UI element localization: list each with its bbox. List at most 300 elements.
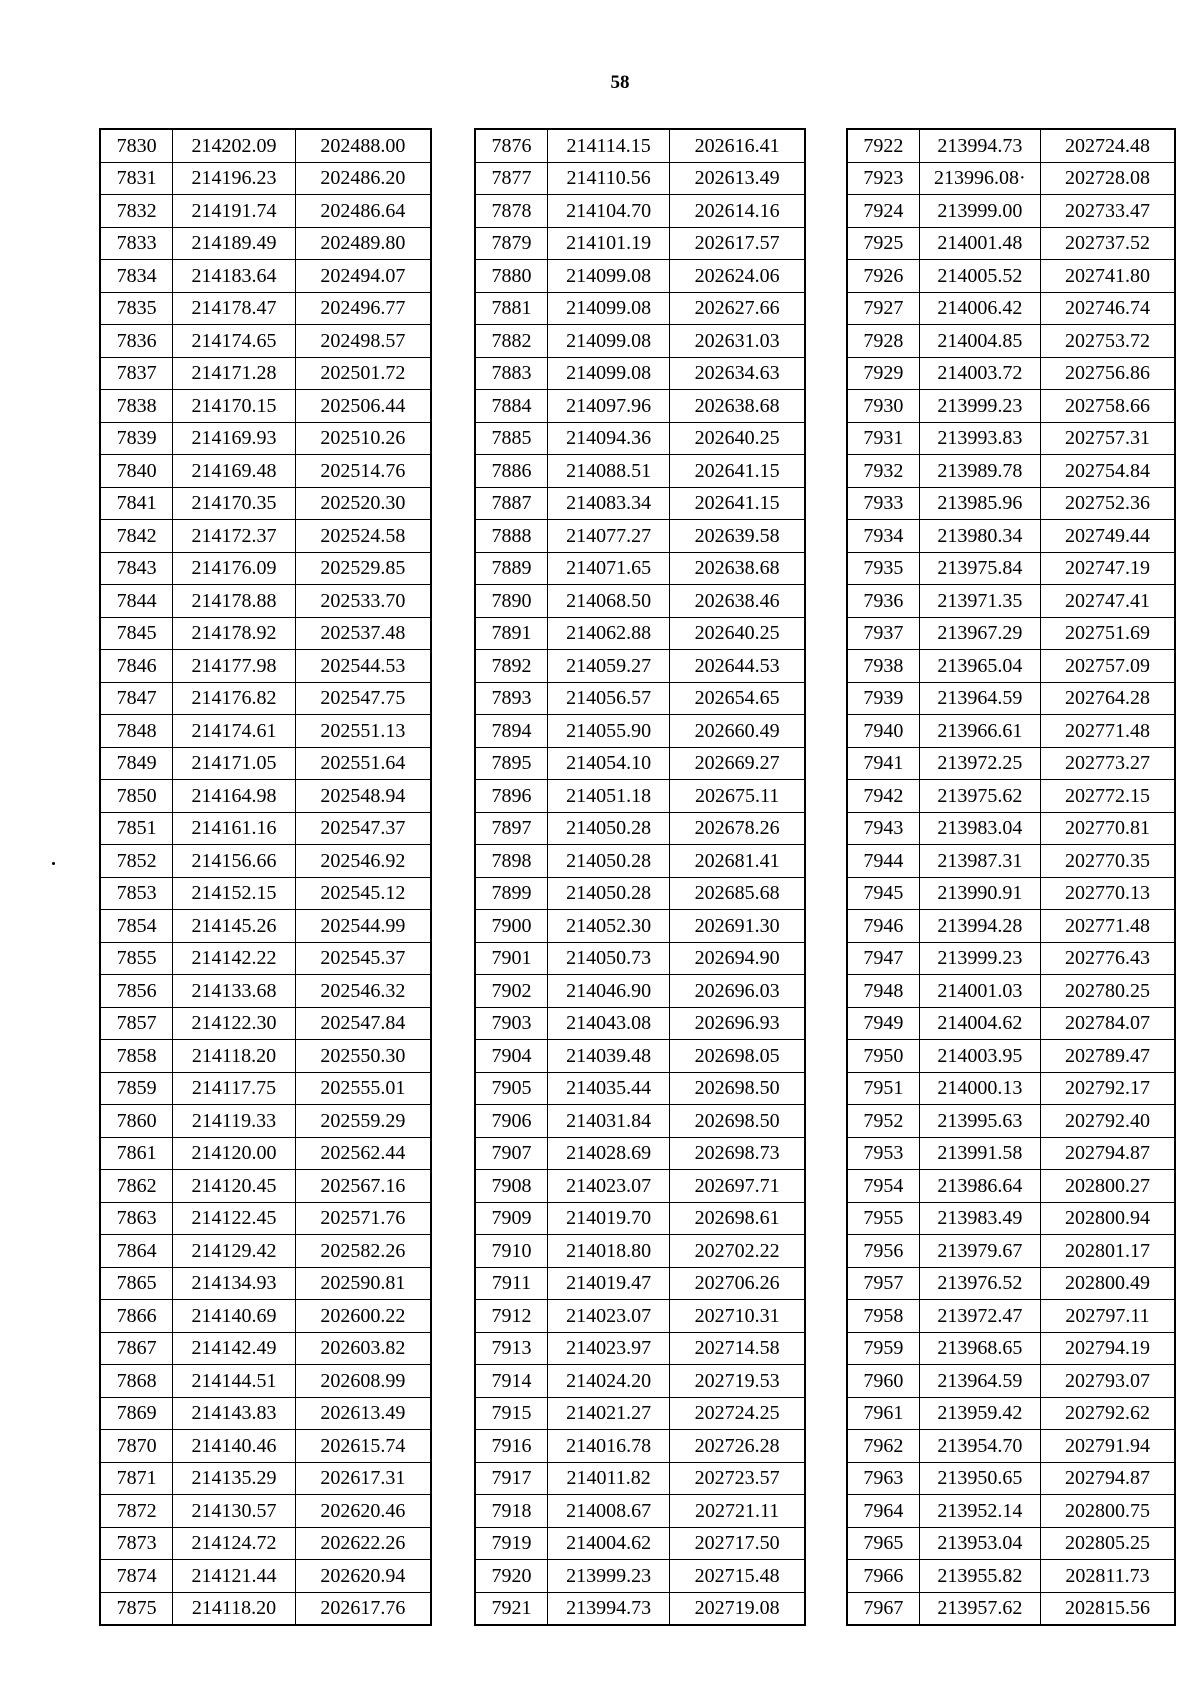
point-id-cell: 7898 [475, 845, 548, 878]
table-row [475, 617, 805, 650]
table-row [847, 650, 1175, 683]
point-id-cell: 7920 [475, 1560, 548, 1593]
point-id-cell: 7862 [100, 1170, 173, 1203]
x-coordinate-cell: 213965.04 [919, 650, 1040, 683]
x-coordinate-cell: 214176.09 [173, 552, 295, 585]
point-id-cell: 7960 [847, 1365, 919, 1398]
table-row [100, 1560, 431, 1593]
point-id-cell: 7949 [847, 1007, 919, 1040]
table-row [475, 422, 805, 455]
y-coordinate-cell: 202681.41 [670, 845, 805, 878]
x-coordinate-cell: 214001.03 [919, 975, 1040, 1008]
x-coordinate-cell: 214133.68 [173, 975, 295, 1008]
coordinate-table-1 [99, 128, 432, 1626]
point-id-cell: 7900 [475, 910, 548, 943]
y-coordinate-cell: 202489.80 [295, 227, 431, 260]
point-id-cell: 7853 [100, 877, 173, 910]
x-coordinate-cell: 214019.70 [548, 1202, 670, 1235]
point-id-cell: 7879 [475, 227, 548, 260]
table-row [100, 455, 431, 488]
table-row [475, 1332, 805, 1365]
table-row [847, 942, 1175, 975]
y-coordinate-cell: 202571.76 [295, 1202, 431, 1235]
point-id-cell: 7858 [100, 1040, 173, 1073]
table-row [475, 520, 805, 553]
y-coordinate-cell: 202545.12 [295, 877, 431, 910]
x-coordinate-cell: 213999.23 [548, 1560, 670, 1593]
y-coordinate-cell: 202764.28 [1041, 682, 1175, 715]
point-id-cell: 7851 [100, 812, 173, 845]
y-coordinate-cell: 202797.11 [1041, 1300, 1175, 1333]
point-id-cell: 7959 [847, 1332, 919, 1365]
point-id-cell: 7899 [475, 877, 548, 910]
point-id-cell: 7835 [100, 292, 173, 325]
y-coordinate-cell: 202555.01 [295, 1072, 431, 1105]
y-coordinate-cell: 202622.26 [295, 1527, 431, 1560]
y-coordinate-cell: 202757.09 [1041, 650, 1175, 683]
table-row [100, 1137, 431, 1170]
x-coordinate-cell: 214191.74 [173, 195, 295, 228]
table-row [100, 1040, 431, 1073]
table-row [100, 942, 431, 975]
point-id-cell: 7857 [100, 1007, 173, 1040]
table-row [847, 260, 1175, 293]
table-row [100, 1300, 431, 1333]
point-id-cell: 7958 [847, 1300, 919, 1333]
table-row [475, 812, 805, 845]
y-coordinate-cell: 202717.50 [670, 1527, 805, 1560]
table-row [475, 1072, 805, 1105]
y-coordinate-cell: 202590.81 [295, 1267, 431, 1300]
y-coordinate-cell: 202506.44 [295, 390, 431, 423]
point-id-cell: 7940 [847, 715, 919, 748]
point-id-cell: 7878 [475, 195, 548, 228]
y-coordinate-cell: 202614.16 [670, 195, 805, 228]
y-coordinate-cell: 202675.11 [670, 780, 805, 813]
x-coordinate-cell: 214118.20 [173, 1592, 295, 1625]
x-coordinate-cell: 214018.80 [548, 1235, 670, 1268]
x-coordinate-cell: 214122.30 [173, 1007, 295, 1040]
stray-mark [52, 862, 55, 865]
y-coordinate-cell: 202691.30 [670, 910, 805, 943]
x-coordinate-cell: 214035.44 [548, 1072, 670, 1105]
x-coordinate-cell: 214099.08 [548, 260, 670, 293]
table-row [847, 129, 1175, 162]
table-row [847, 227, 1175, 260]
y-coordinate-cell: 202524.58 [295, 520, 431, 553]
point-id-cell: 7883 [475, 357, 548, 390]
point-id-cell: 7871 [100, 1462, 173, 1495]
table-row [100, 845, 431, 878]
table-row [847, 1365, 1175, 1398]
table-row [100, 650, 431, 683]
table-row [475, 715, 805, 748]
point-id-cell: 7910 [475, 1235, 548, 1268]
x-coordinate-cell: 213994.73 [919, 129, 1040, 162]
x-coordinate-cell: 213989.78 [919, 455, 1040, 488]
table-row [475, 1170, 805, 1203]
table-row [100, 1332, 431, 1365]
table-row [475, 325, 805, 358]
x-coordinate-cell: 214176.82 [173, 682, 295, 715]
y-coordinate-cell: 202770.13 [1041, 877, 1175, 910]
point-id-cell: 7892 [475, 650, 548, 683]
point-id-cell: 7926 [847, 260, 919, 293]
table-row [847, 975, 1175, 1008]
x-coordinate-cell: 214171.28 [173, 357, 295, 390]
y-coordinate-cell: 202654.65 [670, 682, 805, 715]
x-coordinate-cell: 214062.88 [548, 617, 670, 650]
table-row [847, 1560, 1175, 1593]
y-coordinate-cell: 202638.68 [670, 552, 805, 585]
table-row [847, 162, 1175, 195]
table-row [847, 715, 1175, 748]
y-coordinate-cell: 202746.74 [1041, 292, 1175, 325]
table-row [475, 1105, 805, 1138]
x-coordinate-cell: 214114.15 [548, 129, 670, 162]
table-row [847, 1430, 1175, 1463]
table-row [100, 715, 431, 748]
table-row [847, 1072, 1175, 1105]
coordinate-table-2 [474, 128, 806, 1626]
point-id-cell: 7880 [475, 260, 548, 293]
point-id-cell: 7890 [475, 585, 548, 618]
y-coordinate-cell: 202547.84 [295, 1007, 431, 1040]
point-id-cell: 7877 [475, 162, 548, 195]
x-coordinate-cell: 213975.84 [919, 552, 1040, 585]
point-id-cell: 7860 [100, 1105, 173, 1138]
y-coordinate-cell: 202548.94 [295, 780, 431, 813]
table-row [847, 1170, 1175, 1203]
y-coordinate-cell: 202697.71 [670, 1170, 805, 1203]
point-id-cell: 7847 [100, 682, 173, 715]
x-coordinate-cell: 213954.70 [919, 1430, 1040, 1463]
y-coordinate-cell: 202567.16 [295, 1170, 431, 1203]
point-id-cell: 7916 [475, 1430, 548, 1463]
y-coordinate-cell: 202631.03 [670, 325, 805, 358]
y-coordinate-cell: 202494.07 [295, 260, 431, 293]
x-coordinate-cell: 214008.67 [548, 1495, 670, 1528]
y-coordinate-cell: 202805.25 [1041, 1527, 1175, 1560]
y-coordinate-cell: 202726.28 [670, 1430, 805, 1463]
y-coordinate-cell: 202644.53 [670, 650, 805, 683]
y-coordinate-cell: 202486.20 [295, 162, 431, 195]
x-coordinate-cell: 214145.26 [173, 910, 295, 943]
x-coordinate-cell: 214142.22 [173, 942, 295, 975]
table-row [475, 195, 805, 228]
table-row [475, 1495, 805, 1528]
y-coordinate-cell: 202800.94 [1041, 1202, 1175, 1235]
table-row [475, 1365, 805, 1398]
x-coordinate-cell: 213996.08· [919, 162, 1040, 195]
point-id-cell: 7924 [847, 195, 919, 228]
table-row [847, 1332, 1175, 1365]
table-row [100, 390, 431, 423]
point-id-cell: 7954 [847, 1170, 919, 1203]
point-id-cell: 7962 [847, 1430, 919, 1463]
table-row [100, 910, 431, 943]
table-row [475, 1430, 805, 1463]
table-row [475, 1137, 805, 1170]
x-coordinate-cell: 214000.13 [919, 1072, 1040, 1105]
table-row [100, 1072, 431, 1105]
x-coordinate-cell: 214054.10 [548, 747, 670, 780]
y-coordinate-cell: 202724.25 [670, 1397, 805, 1430]
point-id-cell: 7914 [475, 1365, 548, 1398]
point-id-cell: 7904 [475, 1040, 548, 1073]
point-id-cell: 7854 [100, 910, 173, 943]
x-coordinate-cell: 214171.05 [173, 747, 295, 780]
point-id-cell: 7912 [475, 1300, 548, 1333]
x-coordinate-cell: 214023.07 [548, 1170, 670, 1203]
point-id-cell: 7956 [847, 1235, 919, 1268]
y-coordinate-cell: 202757.31 [1041, 422, 1175, 455]
point-id-cell: 7934 [847, 520, 919, 553]
x-coordinate-cell: 214099.08 [548, 325, 670, 358]
point-id-cell: 7965 [847, 1527, 919, 1560]
table-row [847, 910, 1175, 943]
y-coordinate-cell: 202801.17 [1041, 1235, 1175, 1268]
point-id-cell: 7966 [847, 1560, 919, 1593]
point-id-cell: 7850 [100, 780, 173, 813]
point-id-cell: 7942 [847, 780, 919, 813]
y-coordinate-cell: 202780.25 [1041, 975, 1175, 1008]
table-row [475, 1592, 805, 1625]
x-coordinate-cell: 214003.95 [919, 1040, 1040, 1073]
y-coordinate-cell: 202811.73 [1041, 1560, 1175, 1593]
page-number: 58 [610, 72, 630, 93]
table-row [475, 975, 805, 1008]
table-row [475, 780, 805, 813]
x-coordinate-cell: 214046.90 [548, 975, 670, 1008]
y-coordinate-cell: 202771.48 [1041, 715, 1175, 748]
x-coordinate-cell: 213993.83 [919, 422, 1040, 455]
point-id-cell: 7852 [100, 845, 173, 878]
x-coordinate-cell: 214004.62 [919, 1007, 1040, 1040]
table-row [100, 780, 431, 813]
table-row [847, 812, 1175, 845]
table-row [100, 552, 431, 585]
point-id-cell: 7834 [100, 260, 173, 293]
y-coordinate-cell: 202617.76 [295, 1592, 431, 1625]
table-row [475, 292, 805, 325]
y-coordinate-cell: 202514.76 [295, 455, 431, 488]
table-row [847, 1397, 1175, 1430]
point-id-cell: 7919 [475, 1527, 548, 1560]
table-row [100, 325, 431, 358]
x-coordinate-cell: 213964.59 [919, 682, 1040, 715]
point-id-cell: 7833 [100, 227, 173, 260]
point-id-cell: 7938 [847, 650, 919, 683]
point-id-cell: 7885 [475, 422, 548, 455]
x-coordinate-cell: 213959.42 [919, 1397, 1040, 1430]
y-coordinate-cell: 202582.26 [295, 1235, 431, 1268]
table-row [475, 260, 805, 293]
table-row [475, 682, 805, 715]
x-coordinate-cell: 214164.98 [173, 780, 295, 813]
point-id-cell: 7843 [100, 552, 173, 585]
x-coordinate-cell: 213964.59 [919, 1365, 1040, 1398]
x-coordinate-cell: 213952.14 [919, 1495, 1040, 1528]
table-row [475, 1560, 805, 1593]
y-coordinate-cell: 202641.15 [670, 487, 805, 520]
y-coordinate-cell: 202719.53 [670, 1365, 805, 1398]
table-row [100, 487, 431, 520]
y-coordinate-cell: 202620.46 [295, 1495, 431, 1528]
y-coordinate-cell: 202600.22 [295, 1300, 431, 1333]
y-coordinate-cell: 202733.47 [1041, 195, 1175, 228]
y-coordinate-cell: 202698.50 [670, 1105, 805, 1138]
x-coordinate-cell: 214172.37 [173, 520, 295, 553]
point-id-cell: 7875 [100, 1592, 173, 1625]
x-coordinate-cell: 213950.65 [919, 1462, 1040, 1495]
x-coordinate-cell: 214178.92 [173, 617, 295, 650]
y-coordinate-cell: 202638.68 [670, 390, 805, 423]
point-id-cell: 7839 [100, 422, 173, 455]
table-row [475, 162, 805, 195]
y-coordinate-cell: 202737.52 [1041, 227, 1175, 260]
x-coordinate-cell: 214094.36 [548, 422, 670, 455]
y-coordinate-cell: 202698.05 [670, 1040, 805, 1073]
x-coordinate-cell: 214088.51 [548, 455, 670, 488]
point-id-cell: 7881 [475, 292, 548, 325]
table-row [847, 845, 1175, 878]
table-row [100, 1170, 431, 1203]
table-row [847, 1105, 1175, 1138]
table-row [475, 129, 805, 162]
table-row [475, 877, 805, 910]
y-coordinate-cell: 202752.36 [1041, 487, 1175, 520]
point-id-cell: 7944 [847, 845, 919, 878]
x-coordinate-cell: 213994.73 [548, 1592, 670, 1625]
x-coordinate-cell: 214140.69 [173, 1300, 295, 1333]
point-id-cell: 7895 [475, 747, 548, 780]
y-coordinate-cell: 202794.87 [1041, 1462, 1175, 1495]
y-coordinate-cell: 202723.57 [670, 1462, 805, 1495]
x-coordinate-cell: 214031.84 [548, 1105, 670, 1138]
y-coordinate-cell: 202634.63 [670, 357, 805, 390]
y-coordinate-cell: 202546.32 [295, 975, 431, 1008]
table-row [100, 585, 431, 618]
table-row [475, 650, 805, 683]
x-coordinate-cell: 214021.27 [548, 1397, 670, 1430]
y-coordinate-cell: 202641.15 [670, 455, 805, 488]
table-row [847, 1202, 1175, 1235]
y-coordinate-cell: 202546.92 [295, 845, 431, 878]
x-coordinate-cell: 213983.49 [919, 1202, 1040, 1235]
y-coordinate-cell: 202510.26 [295, 422, 431, 455]
y-coordinate-cell: 202696.93 [670, 1007, 805, 1040]
point-id-cell: 7929 [847, 357, 919, 390]
table-row [475, 585, 805, 618]
y-coordinate-cell: 202710.31 [670, 1300, 805, 1333]
y-coordinate-cell: 202791.94 [1041, 1430, 1175, 1463]
table-row [847, 585, 1175, 618]
y-coordinate-cell: 202773.27 [1041, 747, 1175, 780]
y-coordinate-cell: 202772.15 [1041, 780, 1175, 813]
x-coordinate-cell: 213985.96 [919, 487, 1040, 520]
x-coordinate-cell: 214101.19 [548, 227, 670, 260]
table-row [100, 682, 431, 715]
x-coordinate-cell: 214051.18 [548, 780, 670, 813]
y-coordinate-cell: 202741.80 [1041, 260, 1175, 293]
table-row [100, 1007, 431, 1040]
x-coordinate-cell: 214135.29 [173, 1462, 295, 1495]
table-row [100, 162, 431, 195]
y-coordinate-cell: 202624.06 [670, 260, 805, 293]
point-id-cell: 7863 [100, 1202, 173, 1235]
y-coordinate-cell: 202754.84 [1041, 455, 1175, 488]
x-coordinate-cell: 214104.70 [548, 195, 670, 228]
y-coordinate-cell: 202794.19 [1041, 1332, 1175, 1365]
point-id-cell: 7964 [847, 1495, 919, 1528]
y-coordinate-cell: 202550.30 [295, 1040, 431, 1073]
point-id-cell: 7923 [847, 162, 919, 195]
x-coordinate-cell: 214129.42 [173, 1235, 295, 1268]
point-id-cell: 7887 [475, 487, 548, 520]
point-id-cell: 7838 [100, 390, 173, 423]
table-row [100, 812, 431, 845]
y-coordinate-cell: 202815.56 [1041, 1592, 1175, 1625]
point-id-cell: 7836 [100, 325, 173, 358]
y-coordinate-cell: 202613.49 [670, 162, 805, 195]
x-coordinate-cell: 213983.04 [919, 812, 1040, 845]
table-row [100, 1235, 431, 1268]
point-id-cell: 7957 [847, 1267, 919, 1300]
point-id-cell: 7941 [847, 747, 919, 780]
point-id-cell: 7917 [475, 1462, 548, 1495]
table-row [847, 1592, 1175, 1625]
x-coordinate-cell: 214170.35 [173, 487, 295, 520]
point-id-cell: 7948 [847, 975, 919, 1008]
y-coordinate-cell: 202702.22 [670, 1235, 805, 1268]
point-id-cell: 7913 [475, 1332, 548, 1365]
x-coordinate-cell: 214140.46 [173, 1430, 295, 1463]
y-coordinate-cell: 202706.26 [670, 1267, 805, 1300]
x-coordinate-cell: 214052.30 [548, 910, 670, 943]
table-row [847, 390, 1175, 423]
x-coordinate-cell: 214156.66 [173, 845, 295, 878]
y-coordinate-cell: 202660.49 [670, 715, 805, 748]
table-row [847, 520, 1175, 553]
point-id-cell: 7867 [100, 1332, 173, 1365]
y-coordinate-cell: 202545.37 [295, 942, 431, 975]
y-coordinate-cell: 202501.72 [295, 357, 431, 390]
x-coordinate-cell: 214071.65 [548, 552, 670, 585]
table-row [100, 975, 431, 1008]
y-coordinate-cell: 202800.75 [1041, 1495, 1175, 1528]
table-row [847, 552, 1175, 585]
table-row [100, 520, 431, 553]
point-id-cell: 7873 [100, 1527, 173, 1560]
x-coordinate-cell: 214099.08 [548, 292, 670, 325]
x-coordinate-cell: 214177.98 [173, 650, 295, 683]
point-id-cell: 7950 [847, 1040, 919, 1073]
x-coordinate-cell: 214050.28 [548, 877, 670, 910]
table-row [475, 845, 805, 878]
y-coordinate-cell: 202792.17 [1041, 1072, 1175, 1105]
y-coordinate-cell: 202792.62 [1041, 1397, 1175, 1430]
table-row [100, 1462, 431, 1495]
y-coordinate-cell: 202747.19 [1041, 552, 1175, 585]
table-row [847, 1040, 1175, 1073]
point-id-cell: 7933 [847, 487, 919, 520]
y-coordinate-cell: 202678.26 [670, 812, 805, 845]
x-coordinate-cell: 214077.27 [548, 520, 670, 553]
point-id-cell: 7906 [475, 1105, 548, 1138]
table-row [100, 422, 431, 455]
x-coordinate-cell: 213957.62 [919, 1592, 1040, 1625]
